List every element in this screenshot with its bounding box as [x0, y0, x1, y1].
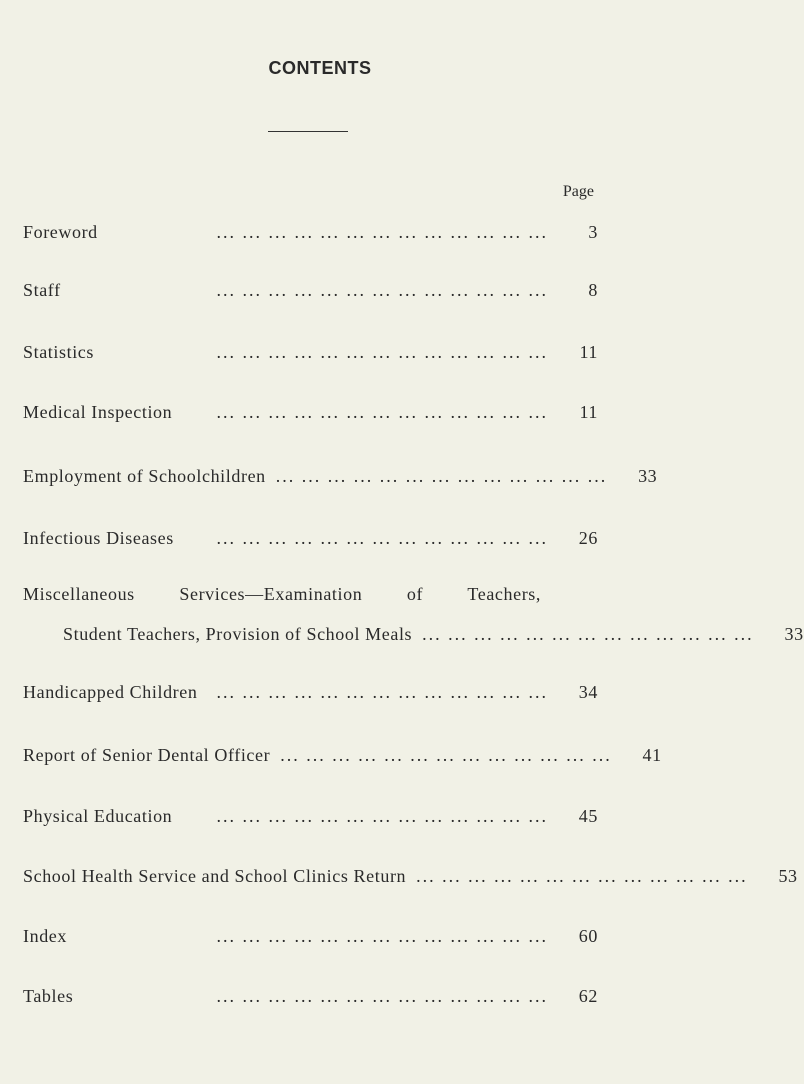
toc-title: Infectious Diseases — [23, 528, 174, 548]
title-divider — [268, 131, 348, 132]
leader-dots: ... ... ... ... ... ... ... ... ... ... ... ... ... — [216, 926, 548, 946]
leader-dots: ... ... ... ... ... ... ... ... ... ... ... ... ... — [216, 806, 548, 826]
toc-title: Medical Inspection — [23, 402, 173, 422]
toc-entry-handicapped-children — [23, 682, 598, 703]
toc-page-number: 60 — [578, 926, 598, 946]
toc-title: Index — [23, 926, 67, 946]
toc-title: Tables — [23, 986, 74, 1006]
toc-entry-miscellaneous-services — [23, 584, 598, 605]
toc-entry-foreword — [23, 222, 598, 243]
toc-page-number: 11 — [579, 402, 598, 422]
toc-entry-employment — [23, 466, 658, 487]
toc-title: Handicapped Children — [23, 682, 198, 702]
toc-page-number: 26 — [578, 528, 598, 548]
leader-dots: ... ... ... ... ... ... ... ... ... ... ... ... ... — [275, 466, 608, 486]
leader-dots: ... ... ... ... ... ... ... ... ... ... ... ... ... — [216, 222, 548, 242]
toc-title: School Health Service and School Clinics Return — [23, 866, 407, 886]
page-title: CONTENTS — [268, 58, 372, 78]
leader-dots: ... ... ... ... ... ... ... ... ... ... ... ... ... — [280, 745, 612, 765]
toc-title-line-2: Student Teachers, Provision of School Meals — [63, 624, 413, 644]
leader-dots: ... ... ... ... ... ... ... ... ... ... ... ... ... — [216, 402, 548, 422]
leader-dots: ... ... ... ... ... ... ... ... ... ... ... ... ... — [216, 682, 548, 702]
toc-entry-tables — [23, 986, 598, 1007]
toc-page-number: 41 — [642, 745, 662, 765]
toc-page-number: 11 — [579, 342, 598, 362]
page-column-label: Page — [562, 183, 594, 200]
toc-page-number: 45 — [578, 806, 598, 826]
toc-entry-medical-inspection — [23, 402, 598, 423]
toc-page-number: 53 — [778, 866, 798, 886]
toc-page-number: 3 — [588, 222, 598, 242]
leader-dots: ... ... ... ... ... ... ... ... ... ... ... ... ... — [216, 528, 548, 548]
toc-title: Physical Education — [23, 806, 173, 826]
toc-entry-staff — [23, 280, 598, 301]
leader-dots: ... ... ... ... ... ... ... ... ... ... ... ... ... — [422, 624, 754, 644]
leader-dots: ... ... ... ... ... ... ... ... ... ... ... ... ... — [216, 342, 548, 362]
toc-entry-physical-education — [23, 806, 598, 827]
leader-dots: ... ... ... ... ... ... ... ... ... ... ... ... ... — [216, 986, 548, 1006]
toc-title: Foreword — [23, 222, 98, 242]
toc-title-line-1: Miscellaneous Services—Examination of Teachers, — [23, 584, 541, 604]
toc-page-number: 33 — [638, 466, 658, 486]
toc-title: Employment of Schoolchildren — [23, 466, 266, 486]
toc-page-number: 34 — [578, 682, 598, 702]
toc-title: Statistics — [23, 342, 95, 362]
toc-title: Staff — [23, 280, 61, 300]
toc-page-number: 62 — [578, 986, 598, 1006]
toc-entry-school-health-return — [23, 866, 798, 887]
toc-entry-miscellaneous-services-cont — [23, 624, 804, 645]
toc-entry-statistics — [23, 342, 598, 363]
toc-entry-infectious-diseases — [23, 528, 598, 549]
toc-title: Report of Senior Dental Officer — [23, 745, 271, 765]
toc-page-number: 33 — [784, 624, 804, 644]
leader-dots: ... ... ... ... ... ... ... ... ... ... ... ... ... — [216, 280, 548, 300]
toc-page-number: 8 — [588, 280, 598, 300]
leader-dots: ... ... ... ... ... ... ... ... ... ... ... ... ... — [416, 866, 748, 886]
toc-entry-dental-officer — [23, 745, 662, 766]
toc-entry-index — [23, 926, 598, 947]
